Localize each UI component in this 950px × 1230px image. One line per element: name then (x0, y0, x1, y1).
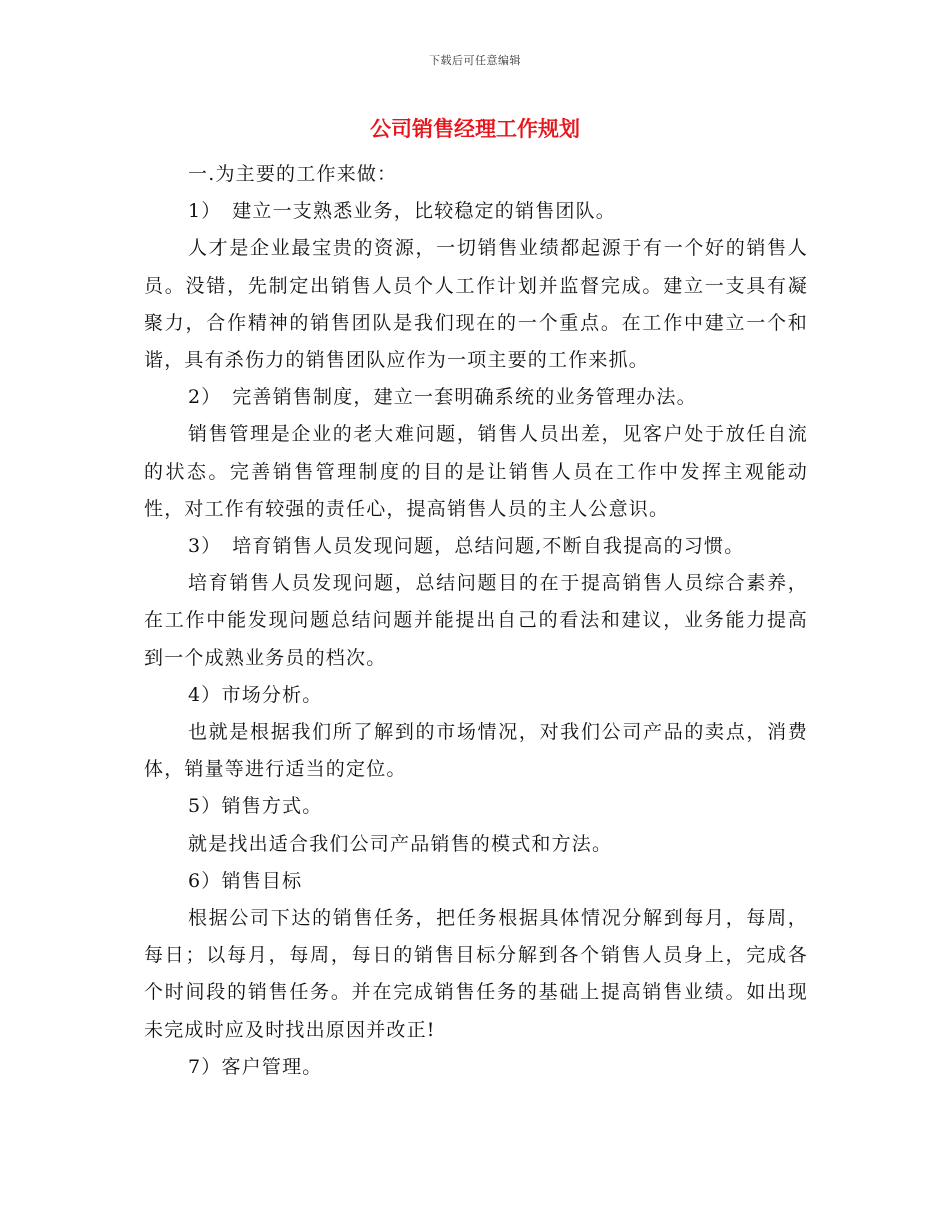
section-heading: 一.为主要的工作来做： (188, 163, 398, 185)
body-paragraph: 就是找出适合我们公司产品销售的模式和方法。 (188, 832, 613, 855)
list-item-heading: 2） 完善销售制度，建立一套明确系统的业务管理办法。 (188, 386, 697, 409)
body-paragraph: 培育销售人员发现问题，总结问题目的在于提高销售人员综合素养，在工作中能发现问题总结问题并能提出自己的看法和建议，业务能力提高到一个成熟业务员的档次。 (144, 572, 808, 669)
list-item-heading: 7）客户管理。 (188, 1055, 323, 1078)
body-paragraph: 也就是根据我们所了解到的市场情况，对我们公司产品的卖点，消费体，销量等进行适当的定位。 (144, 721, 808, 781)
list-item-heading: 6）销售目标 (188, 869, 303, 892)
list-item-heading: 3） 培育销售人员发现问题，总结问题,不断自我提高的习惯。 (188, 535, 745, 558)
document-title: 公司销售经理工作规划 (370, 117, 580, 141)
list-item-heading: 1） 建立一支熟悉业务，比较稳定的销售团队。 (188, 200, 616, 223)
page-header-note: 下载后可任意编辑 (429, 54, 521, 67)
document-body (144, 156, 808, 1086)
body-paragraph: 根据公司下达的销售任务，把任务根据具体情况分解到每月，每周，每日；以每月，每周，每日的销售目标分解到各个销售人员身上，完成各个时间段的销售任务。并在完成销售任务的基础上提高销售业绩。如出现未完成时应及时找出原因并改正! (144, 907, 808, 1041)
body-paragraph: 销售管理是企业的老大难问题，销售人员出差，见客户处于放任自流的状态。完善销售管理制度的目的是让销售人员在工作中发挥主观能动性，对工作有较强的责任心，提高销售人员的主人公意识。 (144, 423, 808, 520)
body-paragraph: 人才是企业最宝贵的资源，一切销售业绩都起源于有一个好的销售人员。没错，先制定出销售人员个人工作计划并监督完成。建立一支具有凝聚力，合作精神的销售团队是我们现在的一个重点。在工作中建立一个和谐，具有杀伤力的销售团队应作为一项主要的工作来抓。 (144, 237, 808, 372)
list-item-heading: 4）市场分析。 (188, 683, 323, 706)
list-item-heading: 5）销售方式。 (188, 795, 323, 818)
